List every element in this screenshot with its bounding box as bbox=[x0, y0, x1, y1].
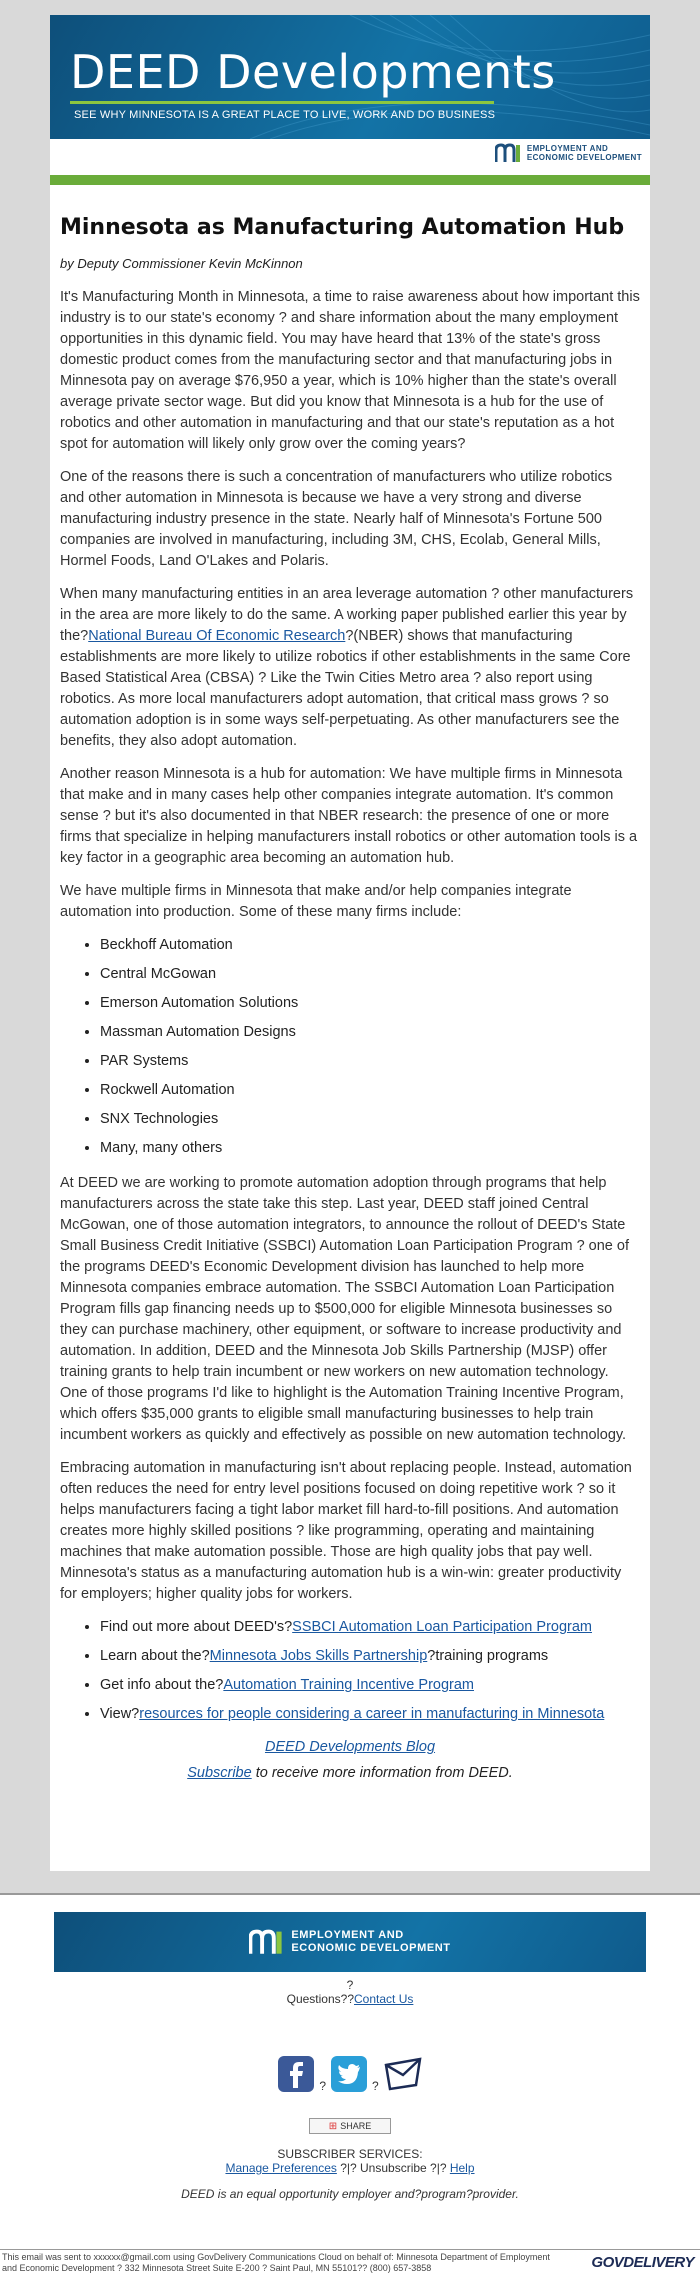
disclaimer-text: This email was sent to xxxxxx@gmail.com using GovDelivery Communications Cloud on behalf of: Minnesota Department of Employment and Economic Development ? 332 Minnesota Street Suite E-200 ? Saint Paul, MN 55101?? (800) 657-3858 bbox=[2, 2252, 550, 2273]
social-icons bbox=[0, 2055, 700, 2093]
list-item: • Massman Automation Designs bbox=[100, 1022, 640, 1043]
list-item: • Rockwell Automation bbox=[100, 1080, 640, 1101]
resource-item-careers: • View?resources for people considering a career in manufacturing in Minnesota bbox=[100, 1704, 640, 1725]
share-icon: ⊞ bbox=[328, 2120, 338, 2132]
social-sep-1: ? bbox=[319, 2079, 326, 2093]
article-title: Minnesota as Manufacturing Automation Hub bbox=[60, 215, 625, 240]
banner-tagline: SEE WHY MINNESOTA IS A GREAT PLACE TO LIVE, WORK AND DO BUSINESS bbox=[74, 109, 496, 121]
mn-logo-icon bbox=[249, 1929, 283, 1955]
subscriber-links: Manage Preferences ?|? Unsubscribe ?|? Help bbox=[225, 2161, 475, 2175]
atip-link[interactable]: Automation Training Incentive Program bbox=[223, 1677, 474, 1693]
paragraph-6: At DEED we are working to promote automation adoption through programs that help manufacturers across the state take this step. Last year, DEED staff joined Central McGowan, one of those automation integrators, to announce the rollout of DEED's State Small Business Credit Initiative (SSBCI) Automation Loan Participation Program ? one of the programs DEED's Economic Development division has launched to help more Minnesota companies embrace automation. The SSBCI Automation Loan Participation Program fills gap financing needs up to $500,000 for eligible Minnesota businesses so they can purchase machinery, other equipment, or software to increase productivity and automation. In addition, DEED and the Minnesota Job Skills Partnership (MJSP) offer training grants to help train incumbent or new workers on new automation technology. One of those programs I'd like to highlight is the Automation Training Incentive Program, which offers $35,000 grants to eligible small manufacturing businesses to help train incumbent workers as quickly and effectively as possible on new automation technology. bbox=[60, 1175, 629, 1443]
logo-line-1: EMPLOYMENT AND bbox=[526, 144, 609, 153]
list-item: • PAR Systems bbox=[100, 1051, 640, 1072]
paragraph-3: When many manufacturing entities in an area leverage automation ? other manufacturers in the area are more likely to do the same. A working paper published earlier this year by the?National Bureau Of Economic Research?(NBER) shows that manufacturing establishments are more likely to utilize robotics if other establishments in the same Core Based Statistical Area (CBSA) ? Like the Twin Cities Metro area ? also report using robotics. As more local manufacturers adopt automation, that critical mass grows ? so automation adoption is in some ways self-perpetuating. As other manufacturers see the benefits, they also adopt automation. bbox=[60, 586, 634, 749]
resources-list bbox=[60, 1617, 640, 1725]
email-icon[interactable] bbox=[383, 2055, 423, 2093]
resource-item-atip: • Get info about the?Automation Training Incentive Program bbox=[100, 1675, 640, 1696]
govdelivery-logo[interactable]: GOVDELIVERY bbox=[591, 2254, 694, 2271]
footer-banner bbox=[54, 1912, 646, 1972]
paragraph-7: Embracing automation in manufacturing isn't about replacing people. Instead, automation often reduces the need for entry level positions focused on doing repetitive work ? so it helps manufacturers facing a tight labor market fill hard-to-fill positions. And automation creates more highly skilled positions ? like programming, operating and maintaining machines that make automation possible. Those are high quality jobs that pay well. Minnesota's status as a manufacturing automation hub is a win-win: greater productivity for employers; higher quality jobs for workers. bbox=[60, 1460, 632, 1602]
banner-title: DEED Developments bbox=[70, 45, 556, 99]
paragraph-4: Another reason Minnesota is a hub for automation: We have multiple firms in Minnesota that make and in many cases help other companies integrate automation. It's common sense ? but it's also documented in that NBER research: the presence of one or more firms that specialize in helping manufacturers install robotics or other automation tools is a key factor in a geographic area becoming an automation hub. bbox=[60, 766, 638, 866]
equal-opportunity-text: DEED is an equal opportunity employer and?program?provider. bbox=[181, 2187, 519, 2201]
manage-preferences-link[interactable]: Manage Preferences bbox=[225, 2161, 337, 2175]
facebook-icon[interactable] bbox=[277, 2055, 315, 2093]
newsletter-card bbox=[50, 15, 650, 1871]
list-item: • Many, many others bbox=[100, 1138, 640, 1159]
footer-qmark: ? bbox=[346, 1978, 354, 1992]
list-item: • Emerson Automation Solutions bbox=[100, 993, 640, 1014]
article-byline: by Deputy Commissioner Kevin McKinnon bbox=[60, 256, 303, 271]
deed-logo bbox=[495, 143, 642, 163]
paragraph-5: We have multiple firms in Minnesota that make and/or help companies integrate automation into production. Some of these many firms include: bbox=[60, 883, 572, 920]
list-item: • Beckhoff Automation bbox=[100, 935, 640, 956]
blog-link[interactable]: DEED Developments Blog bbox=[264, 1739, 436, 1755]
subscribe-line: Subscribe to receive more information from DEED. bbox=[187, 1765, 513, 1781]
paragraph-2: One of the reasons there is such a concentration of manufacturers who utilize robotics and other automation in Minnesota is because we have a very strong and diverse manufacturing industry presence in the state. Nearly half of Minnesota's Fortune 500 companies are involved in manufacturing, including 3M, CHS, Ecolab, General Mills, Hormel Foods, Land O'Lakes and Polaris. bbox=[60, 469, 613, 569]
mn-logo-icon bbox=[495, 143, 521, 163]
subscribe-link[interactable]: Subscribe bbox=[187, 1765, 252, 1781]
mjsp-link[interactable]: Minnesota Jobs Skills Partnership bbox=[209, 1648, 428, 1664]
list-item: • SNX Technologies bbox=[100, 1109, 640, 1130]
footer-logo-line-1: EMPLOYMENT AND bbox=[291, 1929, 404, 1941]
help-link[interactable]: Help bbox=[449, 2161, 475, 2175]
banner-underline bbox=[70, 101, 494, 104]
contact-us-link[interactable]: Contact Us bbox=[354, 1992, 414, 2006]
blog-line bbox=[60, 1739, 640, 1755]
footer-divider bbox=[0, 1893, 700, 1895]
footer-logo-line-2: ECONOMIC DEVELOPMENT bbox=[291, 1942, 451, 1954]
resource-item-ssbci: • Find out more about DEED's?SSBCI Automation Loan Participation Program bbox=[100, 1617, 640, 1638]
twitter-icon[interactable] bbox=[330, 2055, 368, 2093]
ssbci-link[interactable]: SSBCI Automation Loan Participation Program bbox=[292, 1619, 592, 1635]
careers-link[interactable]: resources for people considering a career in manufacturing in Minnesota bbox=[139, 1706, 605, 1722]
firms-list bbox=[60, 935, 640, 1159]
list-item: • Central McGowan bbox=[100, 964, 640, 985]
logo-line-2: ECONOMIC DEVELOPMENT bbox=[526, 153, 642, 162]
header-banner bbox=[50, 15, 650, 175]
subscriber-services-label: SUBSCRIBER SERVICES: bbox=[277, 2147, 423, 2161]
paragraph-1: It's Manufacturing Month in Minnesota, a time to raise awareness about how important this industry is to our state's economy ? and share information about the many employment opportunities in this dynamic field. You may have heard that 13% of the state's gross domestic product comes from the manufacturing sector and that manufacturing jobs in Minnesota pay on average $76,950 a year, which is 10% higher than the state's overall average private sector wage. But did you know that Minnesota is a hub for the use of robotics and other automation in manufacturing and that our state's reputation as a hot spot for automation will likely only grow over the coming years? bbox=[60, 289, 640, 452]
social-sep-2: ? bbox=[372, 2079, 379, 2093]
nber-link[interactable]: National Bureau Of Economic Research bbox=[88, 628, 346, 644]
article-body bbox=[50, 185, 650, 1781]
resource-item-mjsp: • Learn about the?Minnesota Jobs Skills Partnership?training programs bbox=[100, 1646, 640, 1667]
share-button[interactable]: ⊞ SHARE bbox=[309, 2118, 391, 2134]
questions-line: Questions??Contact Us bbox=[286, 1992, 414, 2006]
green-divider bbox=[50, 175, 650, 185]
